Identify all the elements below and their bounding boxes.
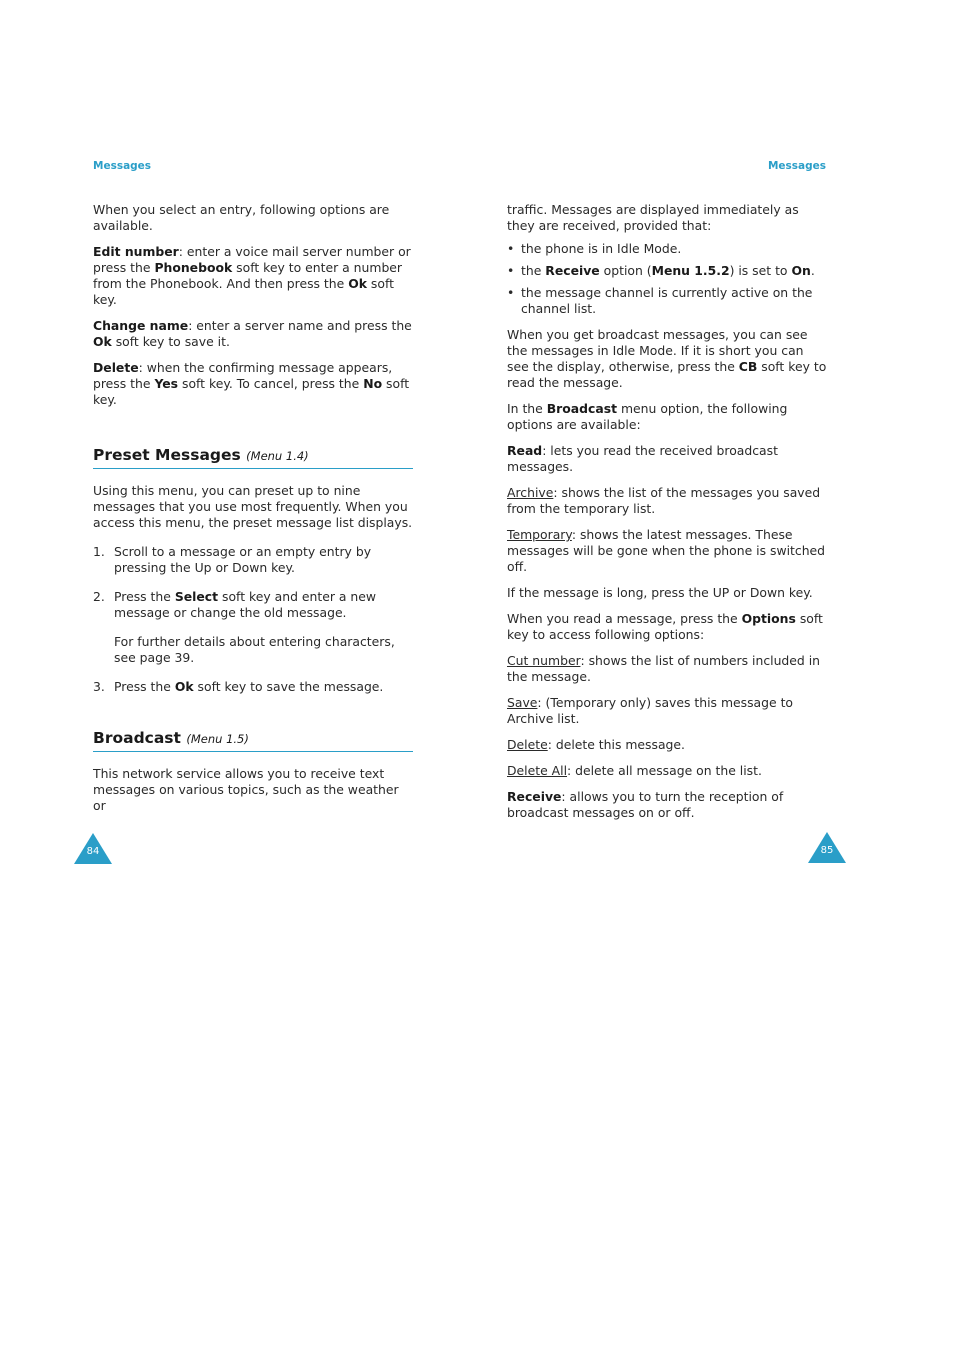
term-delete: Delete xyxy=(93,360,139,375)
step-text: Press the xyxy=(114,589,175,604)
step-note: For further details about entering characters, see page 39. xyxy=(114,634,395,665)
term-ok: Ok xyxy=(93,334,112,349)
traffic-paragraph: traffic. Messages are displayed immediately as they are received, provided that: xyxy=(507,202,799,233)
broadcast-intro: This network service allows you to receive text messages on various topics, such as the weather or xyxy=(93,766,399,813)
step-text: Scroll to a message or an empty entry by pressing the Up or Down key. xyxy=(114,544,372,575)
text: In the xyxy=(507,401,547,416)
receive-option xyxy=(507,789,827,821)
read-options-paragraph xyxy=(507,611,827,643)
intro-paragraph: When you select an entry, following options are available. xyxy=(93,202,390,233)
preset-steps-list xyxy=(93,544,413,695)
text: option ( xyxy=(599,263,652,278)
list-item: • the phone is in Idle Mode. xyxy=(507,241,827,257)
term-temporary: Temporary xyxy=(507,527,572,542)
list-item xyxy=(507,263,827,279)
text: When you get broadcast messages, you can see the messages in Idle Mode. If it is short you can see the display, otherwise, press the xyxy=(507,327,808,374)
list-item: • the message channel is currently active on the channel list. xyxy=(507,285,827,317)
text: : allows you to turn the reception of broadcast messages on or off. xyxy=(507,789,784,820)
delete-paragraph xyxy=(93,360,413,408)
preset-messages-heading xyxy=(93,445,413,469)
preset-intro: Using this menu, you can preset up to nine messages that you use most frequently. When you access this menu, the preset message list displays. xyxy=(93,483,413,530)
menu-reference: (Menu 1.4) xyxy=(246,449,309,463)
text: : enter a voice mail server number or press the xyxy=(93,244,411,275)
term-yes: Yes xyxy=(154,376,179,391)
change-name-paragraph xyxy=(93,318,413,350)
text: : (Temporary only) saves this message to Archive list. xyxy=(507,695,794,726)
long-message-paragraph: If the message is long, press the UP or Down key. xyxy=(507,585,813,600)
text: soft key. To cancel, press the xyxy=(178,376,364,391)
text: When you read a message, press the xyxy=(507,611,742,626)
term-change-name: Change name xyxy=(93,318,189,333)
term-broadcast: Broadcast xyxy=(546,401,618,416)
archive-option xyxy=(507,485,827,517)
text: ) is set to xyxy=(729,263,792,278)
options-intro-paragraph xyxy=(507,401,827,433)
term-receive: Receive xyxy=(507,789,562,804)
edit-number-paragraph xyxy=(93,244,413,308)
term-phonebook: Phonebook xyxy=(154,260,233,275)
menu-reference: (Menu 1.5) xyxy=(186,732,249,746)
term-ok: Ok xyxy=(174,679,194,694)
text: soft key to read the message. xyxy=(507,359,827,390)
term-menu: Menu 1.5.2 xyxy=(651,263,730,278)
term-delete: Delete xyxy=(507,737,548,752)
term-cut-number: Cut number xyxy=(507,653,581,668)
running-header-right: Messages xyxy=(767,160,826,172)
term-cb: CB xyxy=(738,359,758,374)
term-options: Options xyxy=(741,611,796,626)
save-option xyxy=(507,695,827,727)
text: : when the confirming message appears, press the xyxy=(93,360,393,391)
text: : shows the latest messages. These messages will be gone when the phone is switched off. xyxy=(507,527,826,574)
term-archive: Archive xyxy=(507,485,554,500)
term-no: No xyxy=(363,376,383,391)
conditions-list xyxy=(507,241,827,317)
text: . xyxy=(810,263,815,278)
heading-text: Broadcast xyxy=(93,729,181,747)
term-save: Save xyxy=(507,695,538,710)
text: soft key. xyxy=(93,276,394,307)
cut-number-option xyxy=(507,653,827,685)
term-on: On xyxy=(791,263,811,278)
running-header-left: Messages xyxy=(93,160,152,172)
term-receive: Receive xyxy=(545,263,600,278)
delete-all-option xyxy=(507,763,827,779)
text: : shows the list of the messages you saved from the temporary list. xyxy=(507,485,821,516)
right-column xyxy=(507,202,827,831)
page-number-right: 85 xyxy=(820,845,834,856)
step-text: Press the xyxy=(114,679,175,694)
term-ok: Ok xyxy=(348,276,367,291)
temporary-option xyxy=(507,527,827,575)
term-read: Read xyxy=(507,443,543,458)
text: : delete all message on the list. xyxy=(567,763,762,778)
left-column xyxy=(93,202,413,824)
step-text: soft key to save the message. xyxy=(193,679,384,694)
page-number-left: 84 xyxy=(86,846,100,857)
list-item xyxy=(93,679,413,695)
cb-paragraph xyxy=(507,327,827,391)
step-number: 3. xyxy=(93,679,105,694)
term-delete-all: Delete All xyxy=(507,763,568,778)
term-edit-number: Edit number xyxy=(93,244,179,259)
list-item xyxy=(93,544,413,576)
text: : lets you read the received broadcast messages. xyxy=(507,443,778,474)
text: : shows the list of numbers included in the message. xyxy=(507,653,821,684)
text: the xyxy=(521,263,546,278)
text: menu option, the following options are available: xyxy=(507,401,788,432)
delete-option xyxy=(507,737,827,753)
text: soft key to access following options: xyxy=(507,611,823,642)
broadcast-heading xyxy=(93,728,413,752)
step-number: 1. xyxy=(93,544,105,559)
text: : enter a server name and press the xyxy=(188,318,412,333)
list-item xyxy=(93,589,413,666)
text: soft key to save it. xyxy=(111,334,230,349)
step-text: soft key and enter a new message or change the old message. xyxy=(114,589,377,620)
text: : delete this message. xyxy=(547,737,685,752)
step-number: 2. xyxy=(93,589,105,604)
term-select: Select xyxy=(174,589,219,604)
text: soft key. xyxy=(93,376,410,407)
text: soft key to enter a number from the Phonebook. And then press the xyxy=(93,260,403,291)
read-option xyxy=(507,443,827,475)
heading-text: Preset Messages xyxy=(93,446,241,464)
